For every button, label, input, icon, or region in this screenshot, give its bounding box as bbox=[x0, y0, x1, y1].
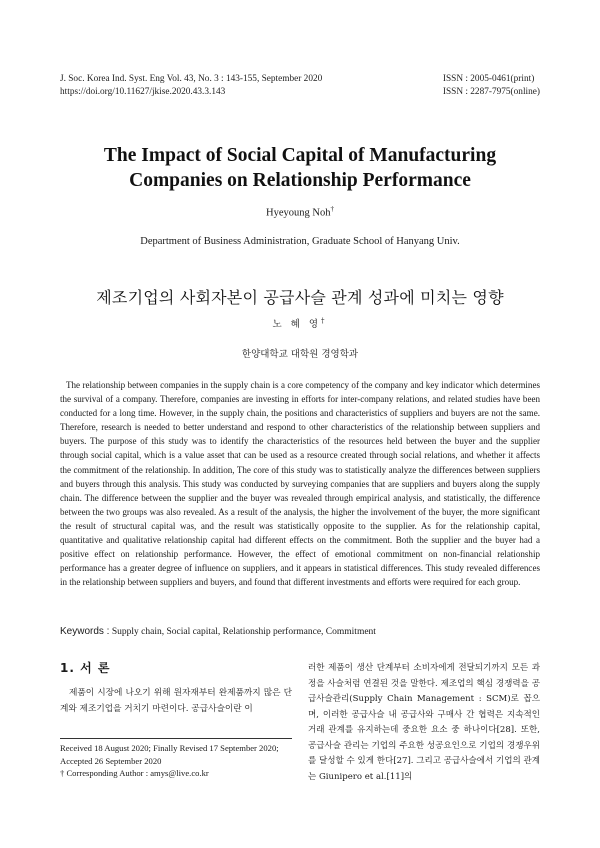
author bbox=[60, 205, 540, 219]
korean-title: 제조기업의 사회자본이 공급사슬 관계 성과에 미치는 영향 bbox=[96, 288, 504, 307]
korean-author bbox=[60, 316, 540, 330]
affiliation: Department of Business Administration, Graduate School of Hanyang Univ. bbox=[140, 236, 460, 247]
title-line-1: The Impact of Social Capital of Manufacturing bbox=[103, 145, 497, 166]
footnotes bbox=[60, 742, 300, 780]
right-column-text: 러한 제품이 생산 단계부터 소비자에게 전달되기까지 모든 과정을 사슬처럼 연결된 것을 말한다. 제조업의 핵심 경쟁력을 공급사슬관리(Supply Chain Management : SCM)로 꼽으며, 이러한 공급사슬 내 공급사와 구매사 간 협력은 지속적인 거래 관계를 유지하는데 중요한 요소 중 하나이다[28]. 또한, 공급사슬 관리는 기업의 주요한 성공요인으로 기업의 경쟁우위를 달성할 수 있게 한다[27]. 그리고 공급사슬에서 기업의 관계는 Giunipero et al.[11]의 bbox=[308, 663, 540, 782]
issn-online: ISSN : 2287-7975(online) bbox=[442, 87, 540, 97]
issn-block bbox=[443, 73, 540, 99]
footnote-received: Received 18 August 2020; Finally Revised 17 September 2020; bbox=[60, 743, 279, 753]
author-name: Hyeyoung Noh bbox=[266, 207, 331, 219]
title-line-2: Companies on Relationship Performance bbox=[129, 170, 471, 191]
footnote-accepted: Accepted 26 September 2020 bbox=[60, 755, 162, 766]
paper-title bbox=[60, 143, 540, 193]
korean-affiliation: 한양대학교 대학원 경영학과 bbox=[241, 349, 359, 360]
keywords-text: Supply chain, Social capital, Relationship performance, Commitment bbox=[111, 627, 376, 637]
corresponding-mark: † bbox=[330, 205, 334, 213]
footnote-corresponding: † Corresponding Author : amys@live.co.kr bbox=[60, 768, 209, 778]
keywords bbox=[60, 626, 540, 637]
korean-corresponding-mark: † bbox=[321, 316, 328, 325]
journal-header bbox=[60, 73, 322, 99]
abstract: The relationship between companies in the supply chain is a core competency of the company and key indicator which determines the survival of a company. Therefore, companies are investing in efforts for inter-company relations, and related studies have been conducted for a long time. However, in the supply chain, the positions and characteristics of suppliers and buyers are not the same. Therefore, research is needed to better understand and respond to other characteristics of the relationship between suppliers and buyers. The purpose of this study was to identify the characteristics of the resources held between the buyer and the supplier through social capital, which is a value asset that can be used as a resource created through social relations, and whether it affects the commitment of the relationship. In addition, The core of this study was to statistically analyze the differences between suppliers and buyers through this analysis. This study was conducted by surveying companies that are suppliers and buyers along the supply chain. The difference between the supplier and the buyer was revealed through empirical analysis, and statistically, the difference between the two groups was also revealed. As a result of the analysis, the higher the involvement of the buyer, the more significant the result of structural capital was, and the result was statistically opposite to the supplier. As for the relationship capital, quantitative and qualitative relationship capital had different effects on the commitment. Both the supplier and the buyer had a positive effect on relationship performance. However, the effect of emotional commitment on non-financial relationship performance has a greater degree of influence on suppliers, and it appears in statistical differences. This study revealed differences in the relationship between suppliers and buyers, and found that different investments and efforts were required for each group. bbox=[60, 380, 540, 588]
issn-print: ISSN : 2005-0461(print) bbox=[442, 74, 535, 84]
doi-link[interactable]: https://doi.org/10.11627/jkise.2020.43.3.143 bbox=[60, 87, 226, 97]
korean-author-name: 노 혜 영 bbox=[272, 319, 322, 330]
keywords-label: Keywords : bbox=[60, 626, 110, 637]
section-heading: 1. 서 론 bbox=[60, 661, 111, 675]
footnote-divider bbox=[60, 738, 292, 739]
left-column-text: 제품이 시장에 나오기 위해 원자재부터 완제품까지 많은 단계와 제조기업을 거치기 마련이다. 공급사슬이란 이 bbox=[60, 688, 292, 714]
journal-citation: J. Soc. Korea Ind. Syst. Eng Vol. 43, No. 3 : 143-155, September 2020 bbox=[60, 74, 323, 84]
